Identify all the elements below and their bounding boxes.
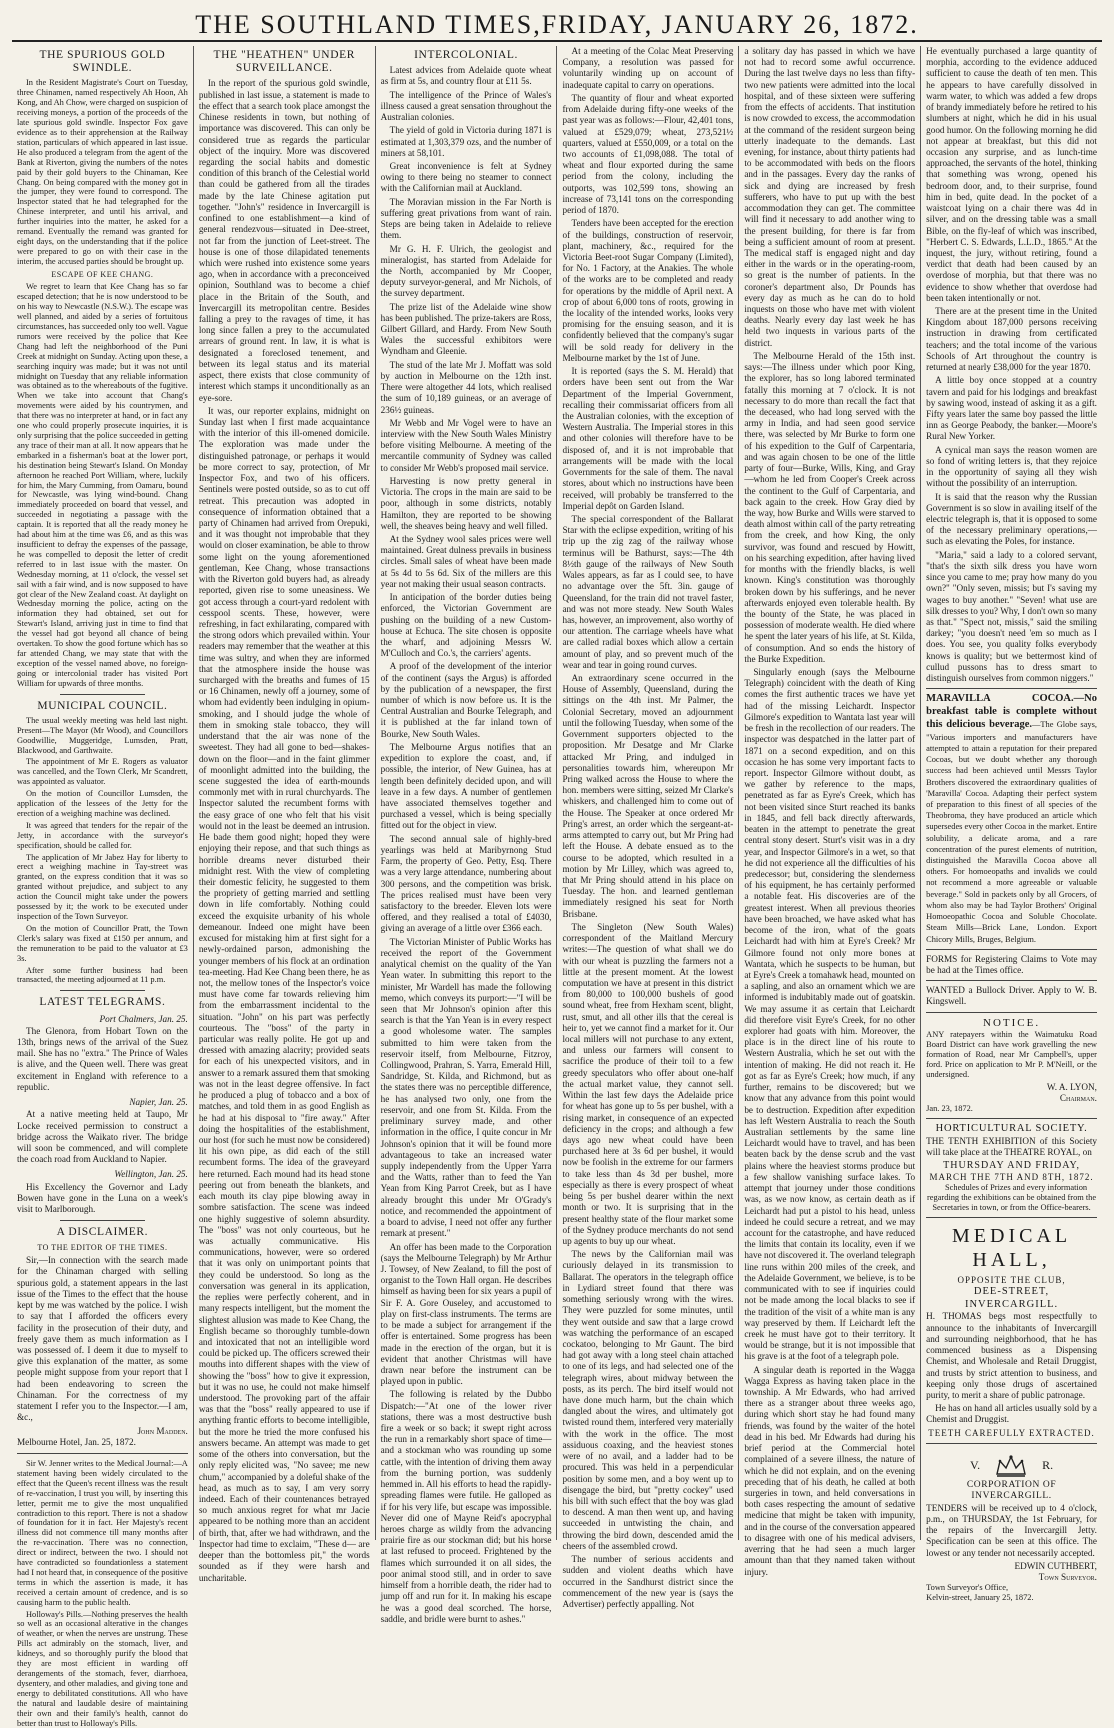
column-5 [739,46,921,1577]
ad-title: MEDICAL HALL, [952,1225,1072,1272]
ad-title: HORTICULTURAL SOCIETY. [935,1122,1088,1134]
article-paragraph: At a meeting of the Colac Meat Preserving Company, a resolution was passed for voluntarily winding up on account of inadequate capital to carry on operations. [562,46,734,90]
advertisement-horticultural [926,1118,1097,1213]
letter-place: Melbourne Hotel, Jan. 25, 1872. [17,1436,136,1447]
article-paragraph: The application of Mr Jabez Hay for liberty to erect a weighing machine in Tay-street was granted, on the express condition that it was so granted without prejudice, and subject to any action the Council might take under the powers possessed by it; the work to be executed under inspection of the Town Surveyor. [17,852,188,921]
dateline: Napier, Jan. 25. [129,1097,188,1108]
advertisement-cocoa [926,688,1097,945]
letter-paragraph: Sir,—In connection with the search made for the Chinaman charged with selling spurious gold, a statement appears in the last issue of the Times to the effect that the house kept by me was watched by the police. I wish to say that I afforded the officers every facility in the prosecution of their duty, and freely gave them as much information as I was possessed of. I deem it due to myself to give this explanation of the matter, as some people might suppose from your report that I had been endeavoring to screen the Chinaman. For the correctness of my statement I refer you to the Inspector.—I am, &c., [17,1255,188,1423]
article-paragraph: There are at the present time in the United Kingdom about 187,000 persons receiving instruction in drawing from certificated teachers; and the total income of the various Schools of Art throughout the country is returned at nearly £38,000 for the year 1870. [926,306,1097,373]
column-3 [376,46,558,1624]
ad-days: THURSDAY AND FRIDAY, [943,1160,1080,1172]
article-paragraph: The Victorian Minister of Public Works has received the report of the Government analytical chemist on the quality of the Yan Yean water. In submitting this report to the minister, Mr Wardell has made the following memo, which conveys its purport:—"I will be seen that Mr Johnson's opinion after this search is that the Yan Yean is in every respect a good wholesome water. The samples submitted to him were taken from the reservoir itself, from Melbourne, Fitzroy, Collingwood, Prahran, S. Yarra, Emerald Hill, Sandridge, St. Kilda, and Richmond, but as the states there was no perceptible difference, he has analysed two only, one from the reservoir, and one from St. Kilda. From the preliminary survey made, and other information in the office, I quite concur in Mr Johnson's opinion that it will be found more advantageous to take an increased water supply independently from the Upper Yarra and the Watts, rather than to feed the Yan Yean from King Parrot Creek, but as I have already brought this under Mr O'Grady's notice, and recommended the appointment of a board to advise, I need not offer any further remark at present." [380,936,552,1239]
article-paragraph: An extraordinary scene occurred in the House of Assembly, Queensland, during the sittings on the 4th inst. Mr Palmer, the Colonial Secretary, moved an adjournment until the following Tuesday, when some of the Government supporters objected to the proposition. Mr Desatge and Mr Clarke attacked Mr Pring, and indulged in personalities towards him, whereupon Mr Pring walked across the House to where the hon. members were sitting, seized Mr Clarke's whiskers, and challenged him to come out of the House. The Speaker at once ordered Mr Pring's arrest, an order which the sergeant-at-arms attempted to carry out, but Mr Pring had left the House. A debate ensued as to the course to be adopted, which resulted in a motion by Mr Lilley, which was agreed to, that Mr Pring should attend in his place on Tuesday. The hon. and learned gentleman immediately resigned his seat for North Brisbane. [562,673,734,919]
advertisement-medical-hall [926,1217,1097,1439]
article-paragraph: An offer has been made to the Corporation (says the Melbourne Telegraph) by Mr Arthur J. Towsey, of New Zealand, to fill the post of organist to the Town Hall organ. He describes himself as having been for six years a pupil of Sir F. A. Gore Ouseley, and accustomed to play on first-class instruments. The terms are to be made a subject for arrangement if the offer is entertained. Some progress has been made in the erection of the organ, but it is evident that another Christmas will have drawn near before the instrument can be played upon in public. [380,1241,552,1387]
ad-date: Jan. 23, 1872. [926,1104,973,1114]
article-paragraph: We regret to learn that Kee Chang has so far escaped detection; that he is now understood to be on his way to Newcastle (N.S.W.). The escape was well planned, and aided by a series of fortuitous circumstances, has succeeded only too well. Vague rumors were received by the police that Kee Chang had left the neighborhood of the Puni Creek at midnight on Sunday. Acting upon these, a searching inquiry was made; but it was not until midnight on Tuesday that any reliable information was obtained as to the whereabouts of the fugitive. When we take into account that Chang's movements were aided by his countrymen, and that there was no interpreter at hand, or in fact any one who could properly prosecute inquiries, it is only surprising that the police succeeded in getting any trace of their man at all. It now appears that he embarked in a fisherman's boat at the lower port, his destination being Stewart's Island. On Monday afternoon he reached Port William, where, luckily for him, the Mary Cumming, from Oamaru, bound for Newcastle, was lying wind-bound. Chang immediately proceeded on board that vessel, and succeeded in negotiating a passage with the captain. It is reported that all the ready money he had about him at the time was £6, and as this was insufficient to defray the expenses of the passage, he was compelled to deposit the letter of credit referred to in last issue with the master. On Wednesday morning, at 11 o'clock, the vessel set sail with a fair wind, and is now supposed to have got clear of the New Zealand coast. At daylight on Wednesday morning the police, acting on the information they had obtained, set out for Stewart's Island, arriving just in time to find that the vessel had got beyond all chance of being overtaken. To show the good fortune which has so far attended Chang, we may state that with the exception of the vessel named above, no foreign-going or intercolonial trader has visited Port William for upwards of three months. [17,282,188,688]
ad-teeth: TEETH CAREFULLY EXTRACTED. [928,1427,1095,1438]
article-paragraph: The Moravian mission in the Far North is suffering great privations from want of rain. Steps are being taken in Adelaide to relieve them. [380,196,552,241]
article-paragraph: A little boy once stopped at a country tavern and paid for his lodgings and breakfast by sawing wood, instead of asking it as a gift. Fifty years later the same boy passed the little inn as George Peabody, the banker.—Moore's Rural New Yorker. [926,375,1097,442]
article-paragraph: Mr G. H. F. Ulrich, the geologist and mineralogist, has started from Adelaide for the North, accompanied by Mr Cooper, deputy surveyor-general, and Mr Nichols, of the survey department. [380,243,552,299]
article-paragraph: The Singleton (New South Wales) correspondent of the Maitland Mercury writes:—The question of what shall we do with our wheat is puzzling the farmers not a little at the present moment. At the lowest computation we have at present in this district from 80,000 to 100,000 bushels of good sound wheat, free from Hexham scent, blight, rust, smut, and all other ills that the cereal is heir to, yet we cannot find a market for it. Our local millers will not purchase to any extent, and unless our farmers will consent to sacrifice the produce of their toil to a few greedy speculators who offer about one-half the actual market value, they cannot sell. Within the last few days the Adelaide price for wheat has gone up to 5s per bushel, with a rising market, in consequence of an expected deficiency in the crops; and although a few days ago new wheat could have been purchased here at 3s 6d per bushel, it would now be foolish in the extreme for our farmers to take less than 4s 3d per bushel, more especially as there is every prospect of wheat being 5s per bushel dearer within the next month or two. It is surprising that in the present healthy state of the flour market some of the Sydney produce merchants do not send up agents to buy up our wheat. [562,921,734,1246]
article-paragraph: The prize list of the Adelaide wine show has been published. The prize-takers are Ross, Gilbert Gillard, and Hardy. From New South Wales the successful exhibitors were Wyndham and Gleenie. [380,301,552,357]
ad-body: THE TENTH EXHIBITION of this Society will take place at the THEATRE ROYAL, on [926,1135,1097,1157]
seal-right-letter: R. [1042,1458,1054,1473]
subheading-escape: ESCAPE OF KEE CHANG. [51,269,154,279]
ad-title: NOTICE. [983,1016,1041,1029]
article-paragraph: At a native meeting held at Taupo, Mr Locke received permission to construct a bridge across the Waikato river. The bridge will soon be commenced, and will complete the coach road from Auckland to Napier. [17,1109,188,1165]
ad-body: H. THOMAS begs most respectfully to announce to the inhabitants of Invercargill and surrounding neighborhood, that he has commenced business as a Dispensing Chemist, and Wholesale and Retail Druggist, and trusts by strict attention to business, and keeping only those drugs of ascertained purity, to merit a share of public patronage. [926,1311,1097,1400]
crown-icon [994,1454,1028,1478]
column-6 [921,46,1102,1603]
article-paragraph: The usual weekly meeting was held last night. Present—The Mayor (Mr Wood), and Councillors Goodwillie, Muggeridge, Lumsden, Pratt, Blackwood, and Garthwaite. [17,715,188,755]
masthead-date: FRIDAY, JANUARY 26, 1872. [541,10,919,39]
article-paragraph: He eventually purchased a large quantity of morphia, according to the evidence adduced sufficient to cause the death of ten men. This he appears to have carefully dissolved in warm water, to which was added a few drops of brandy immediately before he retired to his slumbers at night, which he did in his usual good humor. On the following morning he did not appear at breakfast, but this did not occasion any surprise, and as lunch-time approached, the servants of the hotel, thinking that something was wrong, opened his bedroom door, and, to their surprise, found him in bed, quite dead. In the pocket of a waistcoat lying on a chair there was 4d in silver, and on the dressing table was a small Bible, on the fly-leaf of which was inscribed, "Herbert C. S. Edwards, L.L.D., 1865." At the inquest, the jury, without retiring, found a verdict that death had been caused by an overdose of morphia, but that there was no evidence to show whether that overdose had been taken intentionally or not. [926,46,1097,303]
ad-subtitle: OPPOSITE THE CLUB, [957,1274,1066,1285]
article-paragraph: Tenders have been accepted for the erection of the buildings, construction of reservoir, plant, machinery, &c., required for the Victoria Beet-root Sugar Company (Limited), for No. 1 Factory, at the Anakies. The whole of the works are to be completed and ready for operations by the middle of April next. A crop of about 6,000 tons of roots, growing in the locality of the intended works, looks very promising for the ensuing season, and it is confidently believed that the company's sugar will be sold ready for delivery in the Melbourne market by the 1st of June. [562,218,734,363]
article-paragraph: It is reported (says the S. M. Herald) that orders have been sent out from the War Department of the Imperial Government, recalling their commissariat officers from all the Australian colonies, with the exception of Western Australia. The Imperial stores in this and other colonies will therefore have to be disposed of, and it is not improbable that arrangements will be made with the local Governments for the sale of them. The naval stores, about which no instructions have been received, will probably be transferred to the Imperial depôt on Garden Island. [562,366,734,511]
dateline: Wellington, Jan. 25. [114,1169,188,1180]
article-paragraph: The special correspondent of the Ballarat Star with the eclipse expedition, writing of his trip up the zig zag of the railway whose terminus will be Bathurst, says:—The 4th 8½th gauge of the railways of New South Wales appears, as far as I could see, to have no advantage over the 5ft. 3in. gauge of Queensland, for the train did not travel faster, and was not more steady. New South Wales has, however, an improvement, also worthy of our attention. The carriage wheels have what are called radial boxes which allow a certain amount of play, and so prevent much of the wear and tear in going round curves. [562,513,734,670]
headline-municipal-council: MUNICIPAL COUNCIL. [37,699,168,712]
ad-body: ANY ratepayers within the Waimatuku Road Board District can have work gravelling the new formation of Road, near Mr Campbell's, upper ford. Price on application to Mr P. M'Neill, or the undersigned. [926,1030,1097,1079]
ad-body: TENDERS will be received up to 4 o'clock, p.m., on THURSDAY, the 1st February, for the repairs of the Invercargill Jetty. Specification can be seen at this office. The lowest or any tender not necessarily accepted. [926,1502,1097,1558]
article-paragraph: The number of serious accidents and sudden and violent deaths which have occurred in the Sandhurst district since the commencement of the new year is (says the Advertiser) perfectly appalling. Not [562,1554,734,1609]
subheading-to-editor: TO THE EDITOR OF THE TIMES. [37,1242,168,1252]
article-paragraph: On the motion of Councillor Lumsden, the application of the lessees of the Jetty for the erection of a weighing machine was declined. [17,789,188,818]
royal-cipher [926,1454,1097,1478]
ad-signature: W. A. LYON, [1046,1081,1097,1092]
headline-heathen-surveillance: THE "HEATHEN" UNDER SURVEILLANCE. [213,49,355,75]
ad-body: He has on hand all articles usually sold by a Chemist and Druggist. [926,1403,1097,1425]
article-paragraph: A proof of the development of the interior of the continent (says the Argus) is afforded by the publication of a newspaper, the first number of which is now before us. It is the Central Australian and Bourke Telegraph, and it is published at the far inland town of Bourke, New South Wales. [380,661,552,739]
article-paragraph: In the Resident Magistrate's Court on Tuesday, three Chinamen, named respectively Ah Hoon, Ah Kong, and Ah Chow, were charged on suspicion of receiving moneys, a portion of the proceeds of the late spurious gold swindle. Inspector Fox gave evidence as to their apprehension at the Railway station, particulars of which appeared in last issue. He also produced a telegram from the agent of the Bank at Riverton, giving the numbers of the notes paid by their gold buyers to the Chinaman, Kee Chang. On being compared with the money got in the jumper, they were found to correspond. The Inspector stated that he had telegraphed for the Chinese interpreter, and until his arrival, and further inquiries into the matter, he asked for a remand. Eventually the remand was granted for eight days, on the understanding that if the police were prepared to go on with their case in the interim, the accused parties should be brought up. [17,78,188,266]
ad-title: CORPORATION OF INVERCARGILL. [966,1479,1057,1502]
masthead-title: THE SOUTHLAND TIMES, [195,10,542,39]
ad-body: FORMS for Registering Claims to Vote may be had at the Times office. [926,953,1097,976]
article-paragraph: Great inconvenience is felt at Sydney owing to there being no steamer to connect with the Californian mail at Auckland. [380,160,552,194]
article-paragraph: The quantity of flour and wheat exported from Adelaide during fifty-one weeks of the past year was as follows:—Flour, 42,401 tons, valued at £529,079; wheat, 273,521½ quarters, valued at £550,009, or a total on the two accounts of £1,098,088. The total of wheat and flour exported during the same period from the colony, including the outports, was 102,599 tons, showing an increase of 73,141 tons on the corresponding period of 1870. [562,92,734,216]
article-paragraph: It was agreed that tenders for the repair of the Jetty, in accordance with the surveyor's specification, should be called for. [17,820,188,850]
divider [17,1453,188,1454]
advertisement-notice [926,1012,1097,1114]
ad-address: DEE-STREET, INVERCARGILL. [964,1285,1059,1310]
article-paragraph: A cynical man says the reason women are so fond of writing letters is, that they rejoice in the opportunity of saying all they wish without the possibility of an interruption. [926,444,1097,489]
article-paragraph: The following is related by the Dubbo Dispatch:—"At one of the lower river stations, there was a most destructive bush fire a week or so back; it swept right across the run in a remarkably short space of time—and a stockman who was rounding up some cattle, with the intention of driving them away from the burning portion, was suddenly hemmed in. All his efforts to head the rapidly-spreading flames were futile. He galloped as if for his very life, but escape was impossible. Never did one of Mayne Reid's apocryphal heroes charge as wildly from the advancing prairie fire as our stockman did; but his horse at last refused to proceed. Frightened by the flames which surrounded it on all sides, the poor animal stood still, and in order to save himself from a horrible death, the rider had to jump off and run for it. In making his escape he was a good deal scorched. The horse, saddle, and bridle were burnt to ashes." [380,1389,552,1624]
ad-place: Town Surveyor's Office, [926,1583,1009,1593]
article-paragraph: A singular death is reported in the Wagga Wagga Express as having taken place in the township. A Mr Edwards, who had arrived there as a stranger about three weeks ago, during which short stay he had found many friends, was found by the waiter of the hotel dead in his bed. Mr Edwards had during his brief period at the Commercial hotel complained of a severe illness, the nature of which he did not explain, and on the evening preceding that of his death, he called at both surgeries in town, and held conversations in both cases respecting the amount of sedative medicine that might be taken with impunity, and in the course of the conversation appeared to disagree with one of his medical advisers, averring that he had seen a much larger amount than that they named taken without injury. [744,1364,916,1577]
ad-role: Chairman. [1059,1092,1097,1103]
article-paragraph: His Excellency the Governor and Lady Bowen have gone in the Luna on a week's visit to Marlborough. [17,1181,188,1215]
article-paragraph: The Melbourne Herald of the 15th inst. says:—The illness under which poor King, the explorer, has so long labored terminated fatally this morning at 7 o'clock. It is not necessary to do more than recall the fact that the deceased, who had long served with the army in India, and had seen good service there, was selected by Mr Burke to form one of his expedition to the Gulf of Carpentaria, and was again chosen to be one of the little party of four—Burke, Wills, King, and Gray—whom he led from Cooper's Creek across the continent to the Gulf of Carpentaria, and back again to the creek. How Gray died by the way, how Burke and Wills were starved to death almost within call of the party retreating from the creek, and how King, the only survivor, was found and rescued by Howitt, on his searching expedition, after having lived for months with the friendly blacks, is well known. King's constitution was thoroughly broken down by his sufferings, and he never afterwards enjoyed even tolerable health. By the bounty of the State, he was placed in possession of moderate wealth. He died where he spent the later years of his life, at St. Kilda, of consumption. And so ends the history of the Burke Expedition. [744,350,916,664]
column-2 [194,46,376,1583]
article-paragraph: Mr Webb and Mr Vogel were to have an interview with the New South Wales Ministry before visiting Melbourne. A meeting of the mercantile community of Sydney was called to consider Mr Webb's proposed mail service. [380,417,552,473]
headline-latest-telegrams: LATEST TELEGRAMS. [39,996,166,1009]
columns [12,46,1102,1728]
article-paragraph: It was, our reporter explains, midnight on Sunday last when I first made acquaintance with the interior of this ill-omened domicile. The exploration was made under the distinguished patronage, or perhaps it would be more correct to say, protection, of Mr Inspector Fox, and two of his officers. Sentinels were posted outside, so as to cut off retreat. This precaution was adopted in consequence of information obtained that a party of Chinamen had arrived from Orepuki, and it was thought not improbable that they would on closer examination, be able to throw some light on the young aforementioned gentleman, Kee Chang, whose transactions with the Riverton gold buyers had, as already reported, given rise to some uneasiness. We got access through a court-yard redolent with cesspool scents. These, however, were refreshing, in fact exhilarating, compared with the strong odors which prevailed within. Your readers may remember that the weather at this time was sultry, and when they are informed that the atmosphere inside the house was surcharged with the breaths and fumes of 15 or 16 Chinamen, newly off a journey, some of whom had evidently been indulging in opium-smoking, and I should judge the whole of them in smoking stale tobacco, they will understand that the air was none of the sweetest. They had all gone to bed—shakes-down on the floor—and in the faint glimmer of moonlight admitted into the building, the scene suggested the idea of earth-mounds commonly met with in rural churchyards. The Inspector saluted the recumbent forms with the easy grace of one who felt that his visit would not in the least be deemed an intrusion. He bade them good night; hoped they were enjoying their repose, and that such things as horrible dreams never disturbed their midnight rest. With the view of completing their domestic felicity, he suggested to them the propriety of getting married and settling down in life comfortably. Nothing could exceed the exquisite urbanity of his whole demeanour. Indeed one might have been excused for mistaking him at first sight for a newly-ordained parson, admonishing the younger members of his flock at an ordination tea-meeting. Had Kee Chang been there, he as not, the mellow tones of the Inspector's voice must have come far towards relieving him from the embarrassment incidental to the situation. "John" on his part was perfectly courteous. The "boss" of the party in particular was really polite. He got up and dressed with amazing alacrity; provided seats for each of his unexpected visitors, and in answer to a remark assured them that smoking was not in the least degree offensive. In fact he produced a plug of tobacco and a box of matches, and told them in as good English as he had at his disposal to "fire away." After doing the hospitalities of the establishment, our host (for such he must now be considered) lit his own pipe, as did each of the still recumbent forms. The idea of the graveyard here returned. Each mound had its head stone peering out from beneath the blankets, and each mouth its clay pipe blowing away in sombre satisfaction. The scene was indeed one highly suggestive of solemn absurdity. The "boss" was not only courteous, but he was actually communicative. His communications, however, were so ordered that it was only on unimportant points that they could be understood. So long as the conversation was general in its application, the replies were perfectly coherent, and in many respects intelligent, but the moment the slightest allusion was made to Kee Chang, the English became so thoroughly tumble-down and intoxicated that not an intelligible word could be picked up. The officers screwed their mouths into different shapes with the view of showing the "boss" how to give it expression, but it was no use, he could not make himself understood. The provoking part of the affair was that the "boss" really appeared to use if anything frantic efforts to become intelligible, but the more he tried the more confused his answers became. An attempt was made to get some of the others into conversation, but the only reply elicited was, "No savee; me new chum," accompanied by a doleful shake of the head, as much as to say, I am very sorry indeed. Each of their countenances betrayed so much anxious regret for what mr Jacie appeared to be nothing more than an accident of birth, that, after we had withdrawn, and the Inspector had time to exclaim, "These d— are deeper than the bottomless pit," the words sounded as if they were harsh and uncharitable. [198,405,370,1583]
ad-body: Schedules of Prizes and every information regarding the exhibitions can be obtained from the Secretaries in town, or from the Office-bearers. [927,1183,1097,1213]
article-paragraph: The stud of the late Mr J. Moffatt was sold by auction in Melbourne on the 12th inst. There were altogether 44 lots, which realised the sum of 10,189 guineas, or an average of 236½ guineas. [380,359,552,415]
ad-title: MARAVILLA COCOA.—No breakfast table is complete without this delicious beverage. [926,693,1097,730]
article-paragraph: Sir W. Jenner writes to the Medical Journal:—A statement having been widely circulated to the effect that the Queen's recent illness was the result of re-vaccination, I trust you will, by inserting this letter, permit me to give the most unqualified contradiction to this report. There is not a shadow of foundation for it in fact. Her Majesty's recent illness did not commence till many months after the re-vaccination. There was no connection, direct or indirect, between the two. I should not have contradicted so foundationless a statement had I not heard that, in consequence of the positive terms in which the assertion is made, it has received a certain amount of credence, and is so causing harm to the public health. [17,1458,188,1607]
article-paragraph: On the motion of Councillor Pratt, the Town Clerk's salary was fixed at £150 per annum, and the remuneration to be paid to the valuator at £3 3s. [17,923,188,963]
headline-spurious-gold-swindle: THE SPURIOUS GOLD SWINDLE. [39,49,166,75]
article-paragraph: The second annual sale of highly-bred yearlings was held at Maribyrnong Stud Farm, the property of Geo. Petty, Esq. There was a very large attendance, numbering about 300 persons, and the competition was brisk. The prices realised must have been very satisfactory to the breeder. Eleven lots were offered, and they realised a total of £4030, giving an average of a little over £366 each. [380,833,552,934]
article-paragraph: It is said that the reason why the Russian Government is so slow in availing itself of the electric telegraph is, that it is opposed to some of the necessary preliminary operations,—such as elevating the Poles, for instance. [926,491,1097,547]
article-paragraph: Harvesting is now pretty general in Victoria. The crops in the main are said to be poor, although in some districts, notably Hamilton, they are reported to be showing well, the sheaves being heavy and well filled. [380,475,552,531]
article-paragraph: a solitary day has passed in which we have not had to record some awful occurrence. During the last twelve days no less than fifty-two new patients were admitted into the local hospital, and of these sixteen were suffering from the effects of accidents. That institution is now crowded to excess, the accommodation at the command of the resident surgeon being utterly inadequate to the demands. Last evening, for instance, about thirty patients had to be accommodated with beds on the floors and in the passages. Every day the ranks of sick and dying are increased by fresh sufferers, who have to put up with the best accommodation they can get. The committee will find it necessary to add another wing to the present building, for there is far from being a sufficient amount of room at present. The medical staff is engaged night and day either in the wards or in the operating-room, so great is the number of patients. In the coroner's department also, Dr Pounds has every day as much as he can do to hold inquests on those who have met with violent deaths. Nearly every day last week he has held two inquests in various parts of the district. [744,46,916,348]
article-paragraph: The yield of gold in Victoria during 1871 is estimated at 1,303,379 ozs, and the number of miners at 58,101. [380,125,552,158]
headline-disclaimer: A DISCLAIMER. [56,1226,149,1239]
column-4 [557,46,739,1609]
headline-intercolonial: INTERCOLONIAL. [414,49,519,61]
ad-signature: EDWIN CUTHBERT, [1014,1560,1097,1571]
article-paragraph: In anticipation of the border duties being enforced, the Victorian Government are pushing on the building of a new Custom-house at Echuca. The site chosen is opposite the wharf, and adjoining Messrs W. M'Culloch and Co.'s, the carriers' agents. [380,592,552,659]
article-paragraph: At the Sydney wool sales prices were well maintained. Great dulness prevails in business circles. Small sales of wheat have been made at 5s 4d to 5s 6d. Six of the millers are this year not making their usual season contracts. [380,533,552,589]
divider [60,694,145,695]
dateline: Port Chalmers, Jan. 25. [99,1013,188,1024]
advertisement-forms [926,949,1097,976]
ad-dates: MARCH THE 7TH AND 8TH, 1872. [929,1172,1094,1183]
column-1 [12,46,194,1728]
masthead [12,10,1102,42]
article-paragraph: Singularly enough (says the Melbourne Telegraph) coincident with the death of King comes the first authentic traces we have yet had of the missing Leichardt. Inspector Gilmore's expedition to Wantata last year will be fresh in the recollection of our readers. The inspector was despatched in the latter part of 1871 on a second expedition, and on this occasion he has some very important facts to report. Inspector Gilmore without doubt, as we gather by reference to the maps, penetrated as far as Eyre's Creek, which has not been visited since Sturt reached its banks in 1845, and fell back directly afterwards, beaten in the attempt to penetrate the great central stony desert. Sturt's visit was in a dry year, and Inspector Gilmore's in a wet, so that he did not experience all the difficulties of his predecessor; but, considering the slenderness of his equipment, he has certainly performed a notable feat. His discoveries are of the greatest interest. When all previous theories have been broached, we have asked what has become of the iron, what of the goats Leichardt had with him at Eyre's Creek? Mr Gilmore found not only more bones at Wantata, which he suspects to be human, but at Eyre's Creek a tomahawk head, mounted on a sapling, and also an ornament which we are informed is indubitably made out of goatskin. We may assume it as certain that Leichardt did therefore visit Eyre's Creek, for no other explorer had goats with him. Moreover, the place is in the direct line of his route to Western Australia, which he set out with the intention of making. He did not reach it. He got as far as Eyre's Creek; how much, if any further, remains to be discovered; but we know that any advance from this point would be to destruction. Expedition after expedition has left Western Australia to reach the South Australian settlements by the same line Leichardt would have to travel, and has been beaten back by the dense scrub and the vast plains where the heaviest storms produce but a few shallow vanishing surface lakes. To attempt that journey under those conditions was, as we now know, as certain death as if Leichardt had put a pistol to his head, unless indeed he could secure a retreat, and we may account for the catastrophe, and have reduced the limits that contain its locality, even if we have not discovered it. The overland telegraph line runs within 200 miles of the creek, and the Adelaide Government, we believe, is to be communicated with to see if inquiries could not be made among the local blacks to see if the tradition of the visit of a white man is any way preserved by them. If Leichardt left the creek he must have got to their territory. It would be strange, but it is not impossible that his grave is at the foot of a telegraph pole. [744,667,916,1362]
ad-role: Town Surveyor. [1038,1572,1097,1583]
ad-date: Kelvin-street, January 25, 1872. [926,1593,1034,1603]
article-paragraph: The Melbourne Argus notifies that an expedition to explore the coast, and, if possible, the interior, of New Guinea, has at length been definitely decided upon, and will leave in a few days. A number of gentlemen have associated themselves together and purchased a vessel, which is being specially fitted out for the object in view. [380,741,552,831]
advertisement-wanted [926,980,1097,1007]
article-paragraph: The appointment of Mr E. Rogers as valuator was cancelled, and the Town Clerk, Mr Scandrett, was appointed as valuator. [17,757,188,787]
letter-signature: John Madden. [137,1425,188,1436]
advertisement-corporation [926,1443,1097,1604]
article-paragraph: In the report of the spurious gold swindle, published in last issue, a statement is made to the effect that a search took place amongst the Chinese residents in town, but nothing of importance was discovered. This can only be considered true as regards the particular object of the inquiry. More was discovered regarding the social habits and domestic condition of this branch of the Celestial world than could be gathered from all the tirades made by the late Chinese agitation put together. "John's" residence in Invercargill is confined to one establishment—a kind of general rendezvous—situated in Dee-street, not far from the junction of Leet-street. The house is one of those dilapidated tenements which were rushed into existence some years ago, when in accordance with a preconceived opinion, Southland was to become a chief place in the Britain of the South, and Invercargill its metropolitan centre. Besides falling a prey to the ravages of time, it has long since fallen a prey to the accumulated arrears of ground rent. In law, it is what is designated a foreclosed tenement, and between its legal status and its material aspect, there exists that close community of interest which stamps it unconditionally as an eye-sore. [198,78,370,403]
article-paragraph: Latest advices from Adelaide quote wheat as firm at 5s, and country flour at £11 5s. [380,65,552,87]
article-paragraph: After some further business had been transacted, the meeting adjourned at 11 p.m. [17,965,188,985]
divider [60,1220,145,1221]
ad-body: —The Globe says, "Various importers and manufacturers have attempted to attain a reputation for their prepared Cocoas, but we doubt whether any thorough success had been achieved until Messrs Taylor Brothers discovered the extraordinary qualities of 'Maravilla' Cocoa. Adapting their perfect system of preparation to this finest of all species of the Theobroma, they have produced an article which supersedes every other Cocoa in the market. Entire solubility, a delicate aroma, and a rare concentration of the purest elements of nutrition, distinguished the Maravilla Cocoa above all others. For homoeopaths and invalids we could not recommend a more agreeable or valuable beverage." Sold in packets only by all Grocers, of whom also may be had Taylor Brothers' Original Homoeopathic Cocoa and Soluble Chocolate. Steam Mills—Brick Lane, London. Export Chicory Mills, Bruges, Belgium. [926,719,1097,944]
article-paragraph: The Glenora, from Hobart Town on the 13th, brings news of the arrival of the Suez mail. She has no "extra." The Prince of Wales is alive, and the Queen well. There was great excitement in England with reference to a republic. [17,1025,188,1092]
ad-body: WANTED a Bullock Driver. Apply to W. B. Kingswell. [926,985,1097,1007]
divider [60,990,145,991]
article-paragraph: "Maria," said a lady to a colored servant, "that's the sixth silk dress you have worn since you came to me; pray how many do you own?" "Only seven, missis; but I's saving my wages to buy another." "Seven! what use are silk dresses to you? Why, I don't own so many as that." "Spect not, missis," said the smiling darkey; "you doesn't need 'em so much as I does. You see, you quality folks everybody knows is quality; but we bettermost kind of cullud pussons has to dress smart to distinguish ourselves from common niggers." [926,549,1097,684]
article-paragraph: The intelligence of the Prince of Wales's illness caused a great sensation throughout the Australian colonies. [380,89,552,123]
seal-left-letter: V. [969,1458,981,1473]
article-paragraph: The news by the Californian mail was curiously delayed in its transmission to Ballarat. The operators in the telegraph office in Lydiard street found that there was something seriously wrong with the wires. They were puzzled for some minutes, until they went outside and saw that a large crowd was watching the performance of an escaped cockatoo, belonging to Mr Gaunt. The bird had got away with a long steel chain attached to one of its legs, and had selected one of the telegraph wires, about midway between the posts, as its perch. The bird itself would not have done much harm, but the chain which dangled about the wires, and ultimately got twisted round them, interfered very materially with the work in the office. The most assiduous coaxing, and the heaviest stones were of no avail, and a ladder had to be procured. This was held in a perpendicular position by some men, and a boy went up to disengage the bird, but "pretty cockey" used his bill with such effect that the boy was glad to descend. A man then went up, and having succeeded in untwisting the chain, and throwing the bird down, descended amid the cheers of the assembled crowd. [562,1249,734,1551]
article-paragraph: Holloway's Pills.—Nothing preserves the health so well as an occasional alterative in the changes of weather, or when the nerves are unstrung. These Pills act admirably on the stomach, liver, and kidneys, and so thoroughly purify the blood that they are most efficient in warding off derangements of the stomach, fever, diarrhoea, dysentery, and other maladies, and giving tone and energy to debilitated constitutions. All who have the natural and laudable desire of maintaining their own and their family's health, cannot do better than trust to Holloway's Pills. [17,1609,188,1728]
